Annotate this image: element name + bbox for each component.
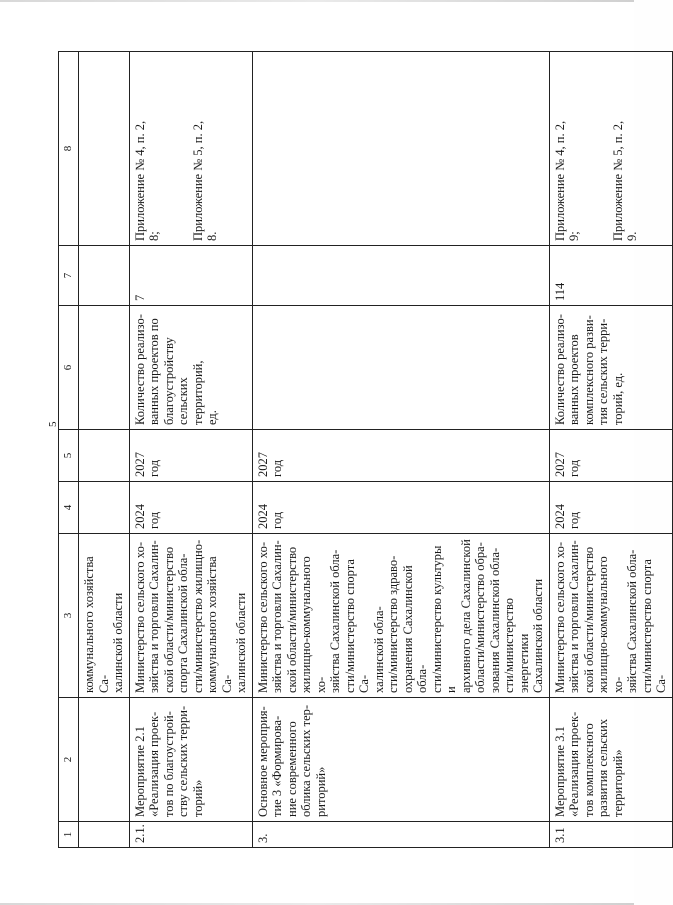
indicator-cell bbox=[252, 306, 549, 430]
end-year-cell: 2027 год bbox=[549, 430, 672, 482]
page-number: 5 bbox=[47, 421, 59, 427]
executor-cell: коммунального хозяйства Са- халинской области bbox=[79, 534, 130, 698]
value-cell bbox=[252, 246, 549, 306]
executor-cell: Министерство сельского хо- зяйства и торговли Сахалин- ской области/министерство спорта Сахалинской обла- сти/министерство жилищно- коммунального хозяйства Са- халинской области bbox=[129, 534, 252, 698]
end-year-cell bbox=[79, 430, 130, 482]
row-number-cell bbox=[79, 822, 130, 848]
event-name-cell: Основное мероприя- тие 3 «Формирова- ние современного облика сельских тер- риторий» bbox=[252, 698, 549, 822]
value-cell: 7 bbox=[129, 246, 252, 306]
column-number-2: 2 bbox=[59, 698, 79, 822]
start-year-cell bbox=[79, 482, 130, 534]
scan-edge-top bbox=[0, 0, 634, 2]
appendix-cell: Приложение № 4, п. 2, 9; Приложение № 5, п. 2, 9. bbox=[549, 52, 672, 246]
event-name-cell bbox=[79, 698, 130, 822]
row-number-cell: 2.1. bbox=[129, 822, 252, 848]
row-number-cell: 3. bbox=[252, 822, 549, 848]
column-number-8: 8 bbox=[59, 52, 79, 246]
column-number-6: 6 bbox=[59, 306, 79, 430]
start-year-cell: 2024 год bbox=[252, 482, 549, 534]
end-year-cell: 2027 год bbox=[129, 430, 252, 482]
column-number-1: 1 bbox=[59, 822, 79, 848]
start-year-cell: 2024 год bbox=[549, 482, 672, 534]
event-name-cell: Мероприятие 3.1 «Реализация проек- тов комплексного развития сельских территорий» bbox=[549, 698, 672, 822]
appendix-cell bbox=[252, 52, 549, 246]
column-number-5: 5 bbox=[59, 430, 79, 482]
event-name-cell: Мероприятие 2.1 «Реализация проек- тов по благоустрой- ству сельских терри- торий» bbox=[129, 698, 252, 822]
column-number-3: 3 bbox=[59, 534, 79, 698]
value-cell: 114 bbox=[549, 246, 672, 306]
indicator-cell: Количество реализо- ванных проектов комплексного разви- тия сельских терри- торий, ед. bbox=[549, 306, 672, 430]
appendix-cell: Приложение № 4, п. 2, 8; Приложение № 5, п. 2, 8. bbox=[129, 52, 252, 246]
column-number-7: 7 bbox=[59, 246, 79, 306]
table-row bbox=[252, 52, 549, 848]
executor-cell: Министерство сельского хо- зяйства и торговли Сахалин- ской области/министерство жилищно-коммунального хо- зяйства Сахалинской обла- сти/министерство спорта Са- bbox=[549, 534, 672, 698]
row-number-cell: 3.1 bbox=[549, 822, 672, 848]
column-number-4: 4 bbox=[59, 482, 79, 534]
table-row bbox=[79, 52, 130, 848]
table-row bbox=[549, 52, 672, 848]
appendix-cell bbox=[79, 52, 130, 246]
column-number-row bbox=[59, 52, 79, 848]
end-year-cell: 2027 год bbox=[252, 430, 549, 482]
rotated-table-container bbox=[58, 52, 668, 848]
executor-cell: Министерство сельского хо- зяйства и торговли Сахалин- ской области/министерство жилищно-коммунального хо- зяйства Сахалинской обла- сти/министерство спорта Са- халинской обла- сти/министерство здраво- охранения Сахалинской обла- сти/министерство культуры и архивного дела Сахалинской области/министерство обра- зования Сахалинской обла- сти/министерство энергетики Сахалинской области bbox=[252, 534, 549, 698]
program-table bbox=[58, 51, 673, 848]
indicator-cell: Количество реализо- ванных проектов по благоустройству сельских территорий, ед. bbox=[129, 306, 252, 430]
indicator-cell bbox=[79, 306, 130, 430]
table-body bbox=[59, 52, 673, 848]
start-year-cell: 2024 год bbox=[129, 482, 252, 534]
value-cell bbox=[79, 246, 130, 306]
table-row bbox=[129, 52, 252, 848]
